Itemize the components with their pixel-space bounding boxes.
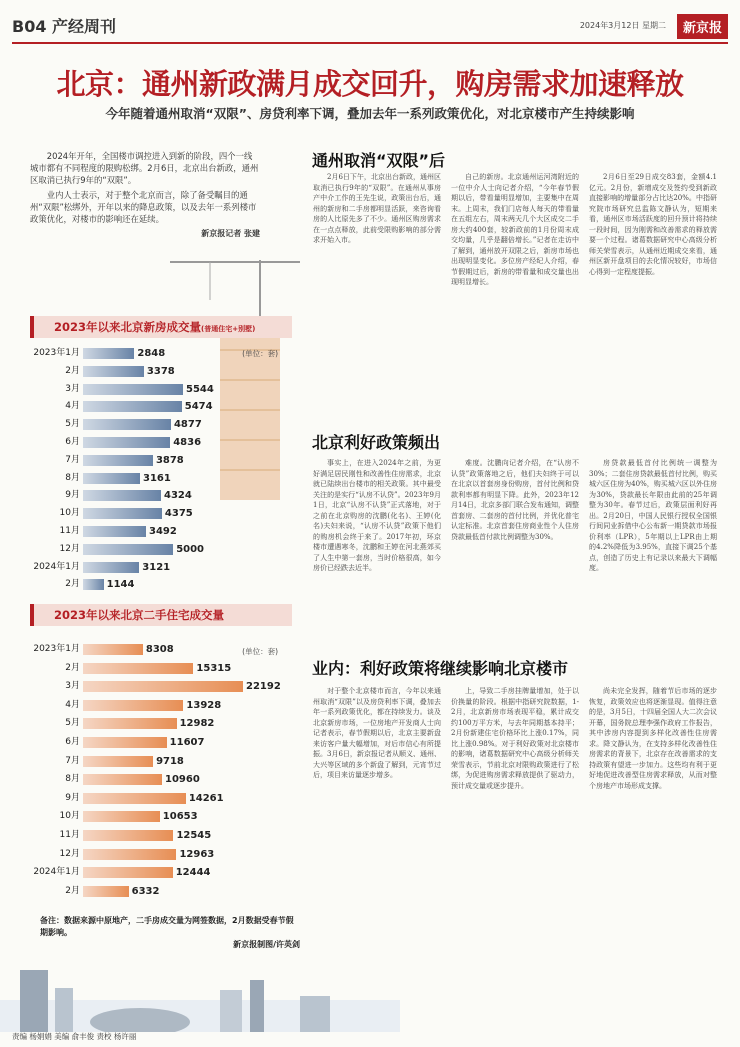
new-homes-value-label: 4375 xyxy=(164,508,193,520)
byline: 新京报记者 张建 xyxy=(201,229,260,238)
resale-category-label: 4月 xyxy=(65,699,80,710)
page-footer: 责编 杨娟娟 美编 俞丰俊 责校 杨许丽 xyxy=(12,1032,137,1041)
lead-p2: 业内人士表示，对于整个北京而言，除了备受瞩目的通州“双限”松绑外，开年以来的降息政策，以及去年一系列楼市政策优化，对楼市的影响还在延续。 xyxy=(30,190,257,224)
chart-new-homes-title xyxy=(30,316,292,338)
resale-bar xyxy=(83,737,167,748)
section-heading-3: 业内：利好政策将继续影响北京楼市 xyxy=(312,659,569,678)
resale-value-label: 12963 xyxy=(179,848,215,860)
new-homes-category-label: 11月 xyxy=(59,526,80,536)
new-homes-category-label: 8月 xyxy=(65,472,80,483)
headline: 北京：通州新政满月成交回升，购房需求加速释放 xyxy=(56,67,684,101)
resale-bar xyxy=(83,700,183,711)
resale-bar xyxy=(83,811,160,822)
new-homes-category-label: 2月 xyxy=(65,579,80,590)
new-homes-value-label: 5474 xyxy=(184,401,213,413)
s1-col2-text: 自己的新房。北京通州运河湾附近的一位中介人士向记者介绍，“今年春节假期以后，带看量明显增加，主要集中在周末。上周末，我们门店每人每天的带看量在五组左右，周末两天几个大区成交二手房大约400套，较新政前的1月份周末成交均量，几乎是翻倍增长。”记者在走访中了解到，通州放开双限之后，新房市场也出现明显变化。多位房产经纪人介绍，春节假期过后，新房的带看量和成交量也出现明显增长。 xyxy=(451,173,579,286)
new-homes-value-label: 3121 xyxy=(142,561,171,573)
resale-bar xyxy=(83,756,153,767)
new-homes-bar xyxy=(83,366,144,377)
new-homes-category-label: 7月 xyxy=(65,454,80,465)
resale-bar xyxy=(83,886,129,897)
resale-category-label: 5月 xyxy=(65,718,80,729)
resale-category-label: 8月 xyxy=(65,774,80,785)
chart-note xyxy=(40,915,300,951)
section-heading-2: 北京利好政策频出 xyxy=(312,433,441,452)
newspaper-logo: 新京报 xyxy=(677,14,728,39)
resale-bar xyxy=(83,849,176,860)
page-header xyxy=(12,14,728,40)
resale-bar xyxy=(83,644,143,655)
new-homes-bar xyxy=(83,348,134,359)
s2-col3 xyxy=(589,458,717,648)
s3-col2-text: 上，导致二手房挂牌量增加，处于以价换量的阶段。根据中指研究院数据，1-2月，北京新房市场表现平稳，累计成交约100万平方米，与去年同期基本持平；2月份新建住宅价格环比上涨0.17%，同比上涨0.98%。对于利好政策对北京楼市的影响，诸葛数据研究中心高级分析师关荣雪表示，节前北京对限购政策进行了松绑，为促进购房需求释放提供了驱动力，预计成交量或逐步提升。 xyxy=(451,687,579,790)
s3-col1-text: 对于整个北京楼市而言，今年以来通州取消“双限”以及房贷利率下调，叠加去年一系列政策优化，都在持续发力。谈及北京新房市场，一位房地产开发商人士向记者表示，春节假期以后，北京主要新盘来访客户量大幅增加，对后市信心有所提振。3月6日，新京报记者从顺义、通州、大兴等区域的多个新盘了解到，元宵节过后，项目来访量逐步增多。 xyxy=(313,687,441,779)
chart-resale-homes xyxy=(30,604,292,897)
new-homes-category-label: 10月 xyxy=(59,508,80,519)
s2-col3-text: 房贷款最低首付比例统一调整为30%；二套住房贷款最低首付比例，购买城六区住房为40%，购买城六区以外住房为30%，贷款最长年限由此前的25年调整为30年。春节过后，政策层面利好再出。2月20日，中国人民银行授权全国银行间同业拆借中心公布新一期贷款市场报价利率（LPR），5年期以上LPR由上期的4.2%降低为3.95%，直接下调25个基点，创造了历史上有记录以来最大下调幅度。 xyxy=(589,459,717,572)
s3-col3-text: 尚未完全发挥，随着节后市场的逐步恢复，政策效应也将逐渐显现。值得注意的是，3月5日，十四届全国人大二次会议开幕，国务院总理李强作政府工作报告，其中涉房内容提到多样化改善性住房需求。降文静认为，在支持多样化改善性住房需求的背景下，北京存在改善需求的支持政策有望进一步加力。这些均有利于更好地促进改善型住房需求释放，从而对整个房地产市场形成支撑。 xyxy=(589,687,717,790)
resale-bar xyxy=(83,681,243,692)
s1-col3-text: 2月6日至29日成交83套，金额4.1亿元。2月份，新增成交及签约受到新政直接影响的增量部分占比达20%。中指研究院市场研究总监陈文静认为，短期来看，通州区市场活跃度的回升预计将持续一段时间，因为刚需和改善需求的释放需要一个过程。诸葛数据研究中心高级分析师关荣雪表示，从通州近期成交来看，通州区新开盘项目的去化情况较好，市场信心得到一定程度提振。 xyxy=(589,173,717,276)
resale-bar xyxy=(83,867,173,878)
resale-value-label: 10960 xyxy=(165,774,200,786)
new-homes-category-label: 5月 xyxy=(65,419,80,430)
new-homes-category-label: 9月 xyxy=(65,490,80,501)
new-homes-bar xyxy=(83,473,140,484)
resale-value-label: 6332 xyxy=(131,885,160,897)
resale-value-label: 12545 xyxy=(176,830,212,841)
resale-category-label: 12月 xyxy=(59,848,80,859)
new-homes-value-label: 4836 xyxy=(173,437,202,448)
s1-col2 xyxy=(451,172,579,422)
lead-paragraph xyxy=(30,150,260,240)
resale-value-label: 22192 xyxy=(246,681,281,693)
new-homes-bar xyxy=(83,419,171,430)
resale-value-label: 8308 xyxy=(145,644,174,655)
page-section-label: B04 产经周刊 xyxy=(12,17,117,36)
s2-col1-text: 事实上，在进入2024年之前，为更好满足居民刚性和改善性住房需求，北京就已陆续出台楼市的相关政策。其中最受关注的是实行“认房不认贷”。2023年9月1日，北京“认房不认贷”正式落地，对于之前在北京购房的沈鹏(化名)、王婷(化名)夫妇来说，“认房不认贷”政策下他们的购房机会终于来了。2017年初，环京楼市遭遇寒冬，沈鹏和王婷在河北燕郊买了人生中第一套房，当时价格很高，如今房价已经跌去近半。 xyxy=(313,459,441,572)
s2-col2-text: 难度。沈鹏向记者介绍，在“认房不认贷”政策落地之后，他们夫妇终于可以在北京以首套房身份购房，首付比例和贷款利率都有明显下降。此外，2023年12月14日，北京多部门联合发布通知，调整首套房、二套房的首付比例，并优化普宅认定标准。北京首套住房商业性个人住房贷款最低首付款比例调整为30%。 xyxy=(451,459,579,541)
resale-value-label: 11607 xyxy=(169,737,205,748)
s3-col1 xyxy=(313,686,441,1016)
new-homes-bar xyxy=(83,562,139,573)
resale-category-label: 2024年1月 xyxy=(33,867,80,878)
new-homes-value-label: 2848 xyxy=(137,348,166,359)
resale-bar xyxy=(83,793,186,804)
header-rule xyxy=(12,42,728,44)
s1-col1-text: 2月6日下午，北京出台新政，通州区取消已执行9年的“双限”。在通州从事房产中介工作的王先生说，政策出台后，通州的新房和二手房都明显活跃，来咨询看房的人比原先多了不少。通州区购房需求在一点点释放，此前受限购影响的部分需求开始入市。 xyxy=(313,173,441,244)
resale-category-label: 2023年1月 xyxy=(33,644,80,654)
new-homes-value-label: 1144 xyxy=(106,579,135,591)
chart-new-homes-unit: (单位：套) xyxy=(242,349,278,358)
s3-col3 xyxy=(589,686,717,1016)
new-homes-category-label: 4月 xyxy=(65,401,80,412)
issue-date: 2024年3月12日 星期二 xyxy=(579,21,666,30)
new-homes-value-label: 5000 xyxy=(176,543,205,555)
resale-category-label: 9月 xyxy=(65,792,80,803)
resale-value-label: 10653 xyxy=(162,811,198,823)
chart-resale-unit: (单位：套) xyxy=(242,647,278,656)
chart-credit: 新京报制图/许英剑 xyxy=(233,940,300,949)
new-homes-bar xyxy=(83,579,104,590)
new-homes-category-label: 12月 xyxy=(59,543,80,554)
new-homes-category-label: 3月 xyxy=(65,383,80,394)
new-homes-bar xyxy=(83,455,153,466)
resale-category-label: 10月 xyxy=(59,811,80,822)
resale-category-label: 7月 xyxy=(65,755,80,766)
new-homes-value-label: 3878 xyxy=(155,454,184,466)
resale-value-label: 9718 xyxy=(156,755,184,767)
new-homes-category-label: 6月 xyxy=(65,437,80,447)
s2-col2 xyxy=(451,458,579,648)
resale-value-label: 15315 xyxy=(196,662,232,674)
resale-category-label: 2月 xyxy=(65,885,80,896)
new-homes-bar xyxy=(83,544,173,555)
s1-col3 xyxy=(589,172,717,422)
chart-note-text: 备注：数据来源中原地产，二手房成交量为网签数据，2月数据受春节假期影响。 xyxy=(40,916,294,937)
resale-bar xyxy=(83,774,162,785)
chart-new-homes-subtitle: (普通住宅+别墅) xyxy=(201,325,256,333)
s3-col2 xyxy=(451,686,579,1016)
resale-value-label: 12444 xyxy=(175,867,211,879)
chart-new-homes xyxy=(30,316,292,591)
new-homes-bar xyxy=(83,490,161,501)
new-homes-bar xyxy=(83,384,183,395)
new-homes-value-label: 3161 xyxy=(143,472,171,484)
new-homes-value-label: 3378 xyxy=(146,365,175,377)
s2-col1 xyxy=(313,458,441,648)
resale-category-label: 6月 xyxy=(65,737,80,747)
new-homes-value-label: 5544 xyxy=(186,383,214,395)
new-homes-bar xyxy=(83,508,162,519)
new-homes-bar xyxy=(83,526,146,537)
new-homes-category-label: 2023年1月 xyxy=(33,348,80,358)
resale-value-label: 12982 xyxy=(179,718,215,730)
chart-new-homes-title-text: 2023年以来北京新房成交量 xyxy=(54,320,202,334)
resale-category-label: 3月 xyxy=(65,681,80,692)
s1-col1 xyxy=(313,172,441,422)
resale-category-label: 2月 xyxy=(65,662,80,673)
new-homes-category-label: 2024年1月 xyxy=(33,561,80,572)
resale-bar xyxy=(83,663,193,674)
new-homes-bar xyxy=(83,401,182,412)
resale-bar xyxy=(83,830,173,841)
subheadline: 今年随着通州取消“双限”、房贷利率下调，叠加去年一系列政策优化，对北京楼市产生持续影响 xyxy=(105,106,635,121)
new-homes-category-label: 2月 xyxy=(65,365,80,376)
resale-bar xyxy=(83,718,177,729)
lead-p1: 2024年开年，全国楼市调控进入到新的阶段，四个一线城市都有不同程度的限购松绑。2月6日，北京出台新政，通州区取消已执行9年的“双限”。 xyxy=(30,151,259,185)
new-homes-value-label: 4324 xyxy=(163,490,192,502)
resale-category-label: 11月 xyxy=(59,830,80,840)
new-homes-bar xyxy=(83,437,170,448)
new-homes-value-label: 4877 xyxy=(173,419,202,431)
new-homes-value-label: 3492 xyxy=(148,526,177,537)
section-heading-1: 通州取消“双限”后 xyxy=(312,151,446,170)
resale-value-label: 13928 xyxy=(186,699,222,711)
chart-resale-title: 2023年以来北京二手住宅成交量 xyxy=(30,604,292,626)
resale-value-label: 14261 xyxy=(188,792,224,804)
